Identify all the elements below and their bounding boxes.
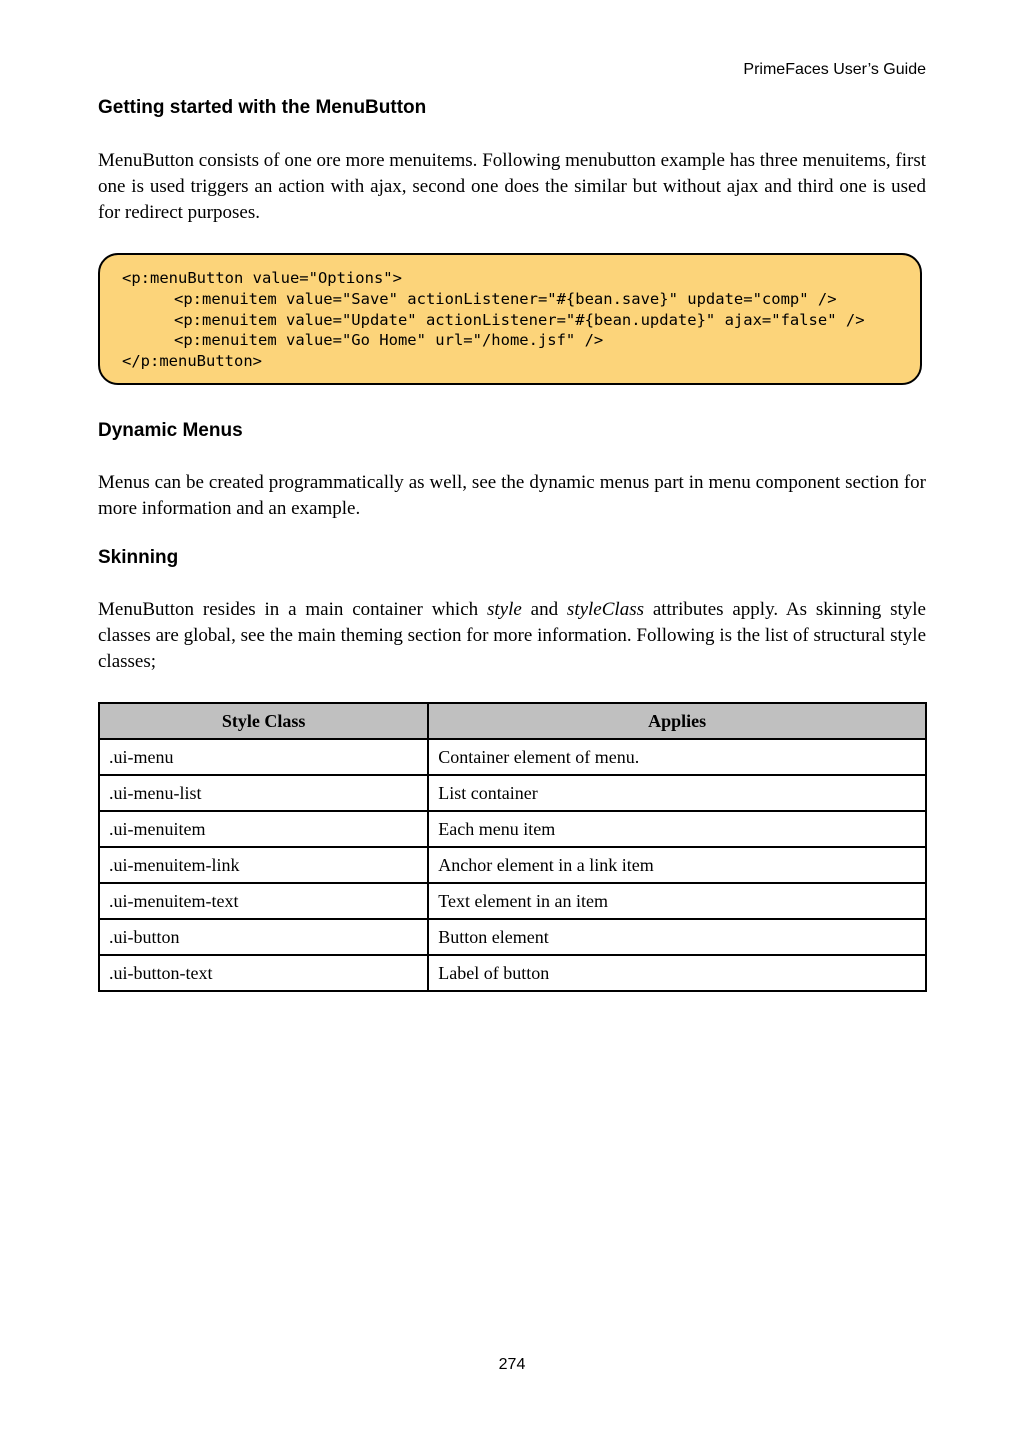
- table-row: [99, 919, 926, 955]
- paragraph-getting-started: MenuButton consists of one ore more menuitems. Following menubutton example has three menuitems, first one is used triggers an action with ajax, second one does the similar but without ajax and third one is used for redirect purposes.: [98, 150, 926, 223]
- code-example-box: [98, 253, 922, 385]
- style-class-cell: .ui-button-text: [99, 955, 428, 991]
- section-heading-skinning: Skinning: [98, 547, 179, 568]
- table-row: [99, 811, 926, 847]
- column-header-applies: Applies: [428, 703, 926, 739]
- applies-cell: Each menu item: [428, 811, 926, 847]
- style-class-cell: .ui-menu-list: [99, 775, 428, 811]
- code-line: <p:menuitem value="Save" actionListener="#{bean.save}" update="comp" />: [174, 289, 837, 308]
- table-header-row: [99, 703, 926, 739]
- paragraph-text: attributes apply. As skinning style classes are global, see the main theming section for more information. Following is the list of structural style classes;: [98, 599, 926, 672]
- paragraph-skinning: [98, 597, 926, 675]
- table-row: [99, 883, 926, 919]
- table-row: [99, 775, 926, 811]
- section-heading-dynamic-menus: Dynamic Menus: [98, 420, 243, 441]
- paragraph-dynamic-menus: Menus can be created programmatically as well, see the dynamic menus part in menu component section for more information and an example.: [98, 472, 926, 519]
- running-header: PrimeFaces User’s Guide: [743, 61, 926, 78]
- code-line: <p:menuButton value="Options">: [122, 269, 402, 287]
- applies-cell: Label of button: [428, 955, 926, 991]
- table-row: [99, 847, 926, 883]
- applies-cell: Anchor element in a link item: [428, 847, 926, 883]
- code-line: <p:menuitem value="Go Home" url="/home.jsf" />: [174, 331, 604, 350]
- code-line: </p:menuButton>: [122, 352, 262, 371]
- section-heading-getting-started: Getting started with the MenuButton: [98, 97, 427, 118]
- style-class-cell: .ui-button: [99, 919, 428, 955]
- column-header-style-class: Style Class: [99, 703, 428, 739]
- style-class-cell: .ui-menuitem-text: [99, 883, 428, 919]
- code-line: <p:menuitem value="Update" actionListener="#{bean.update}" ajax="false" />: [174, 310, 865, 329]
- page-number: 274: [498, 1356, 526, 1373]
- applies-cell: Container element of menu.: [428, 739, 926, 775]
- table-row: [99, 739, 926, 775]
- table-row: [99, 955, 926, 991]
- style-class-cell: .ui-menuitem: [99, 811, 428, 847]
- styleclass-attribute-term: styleClass: [566, 599, 644, 620]
- paragraph-text: MenuButton resides in a main container which: [98, 599, 487, 620]
- style-class-cell: .ui-menuitem-link: [99, 847, 428, 883]
- style-class-table: [98, 702, 927, 992]
- applies-cell: Text element in an item: [428, 883, 926, 919]
- applies-cell: List container: [428, 775, 926, 811]
- style-attribute-term: style: [486, 599, 522, 620]
- applies-cell: Button element: [428, 919, 926, 955]
- style-class-cell: .ui-menu: [99, 739, 428, 775]
- paragraph-text: and: [521, 599, 567, 620]
